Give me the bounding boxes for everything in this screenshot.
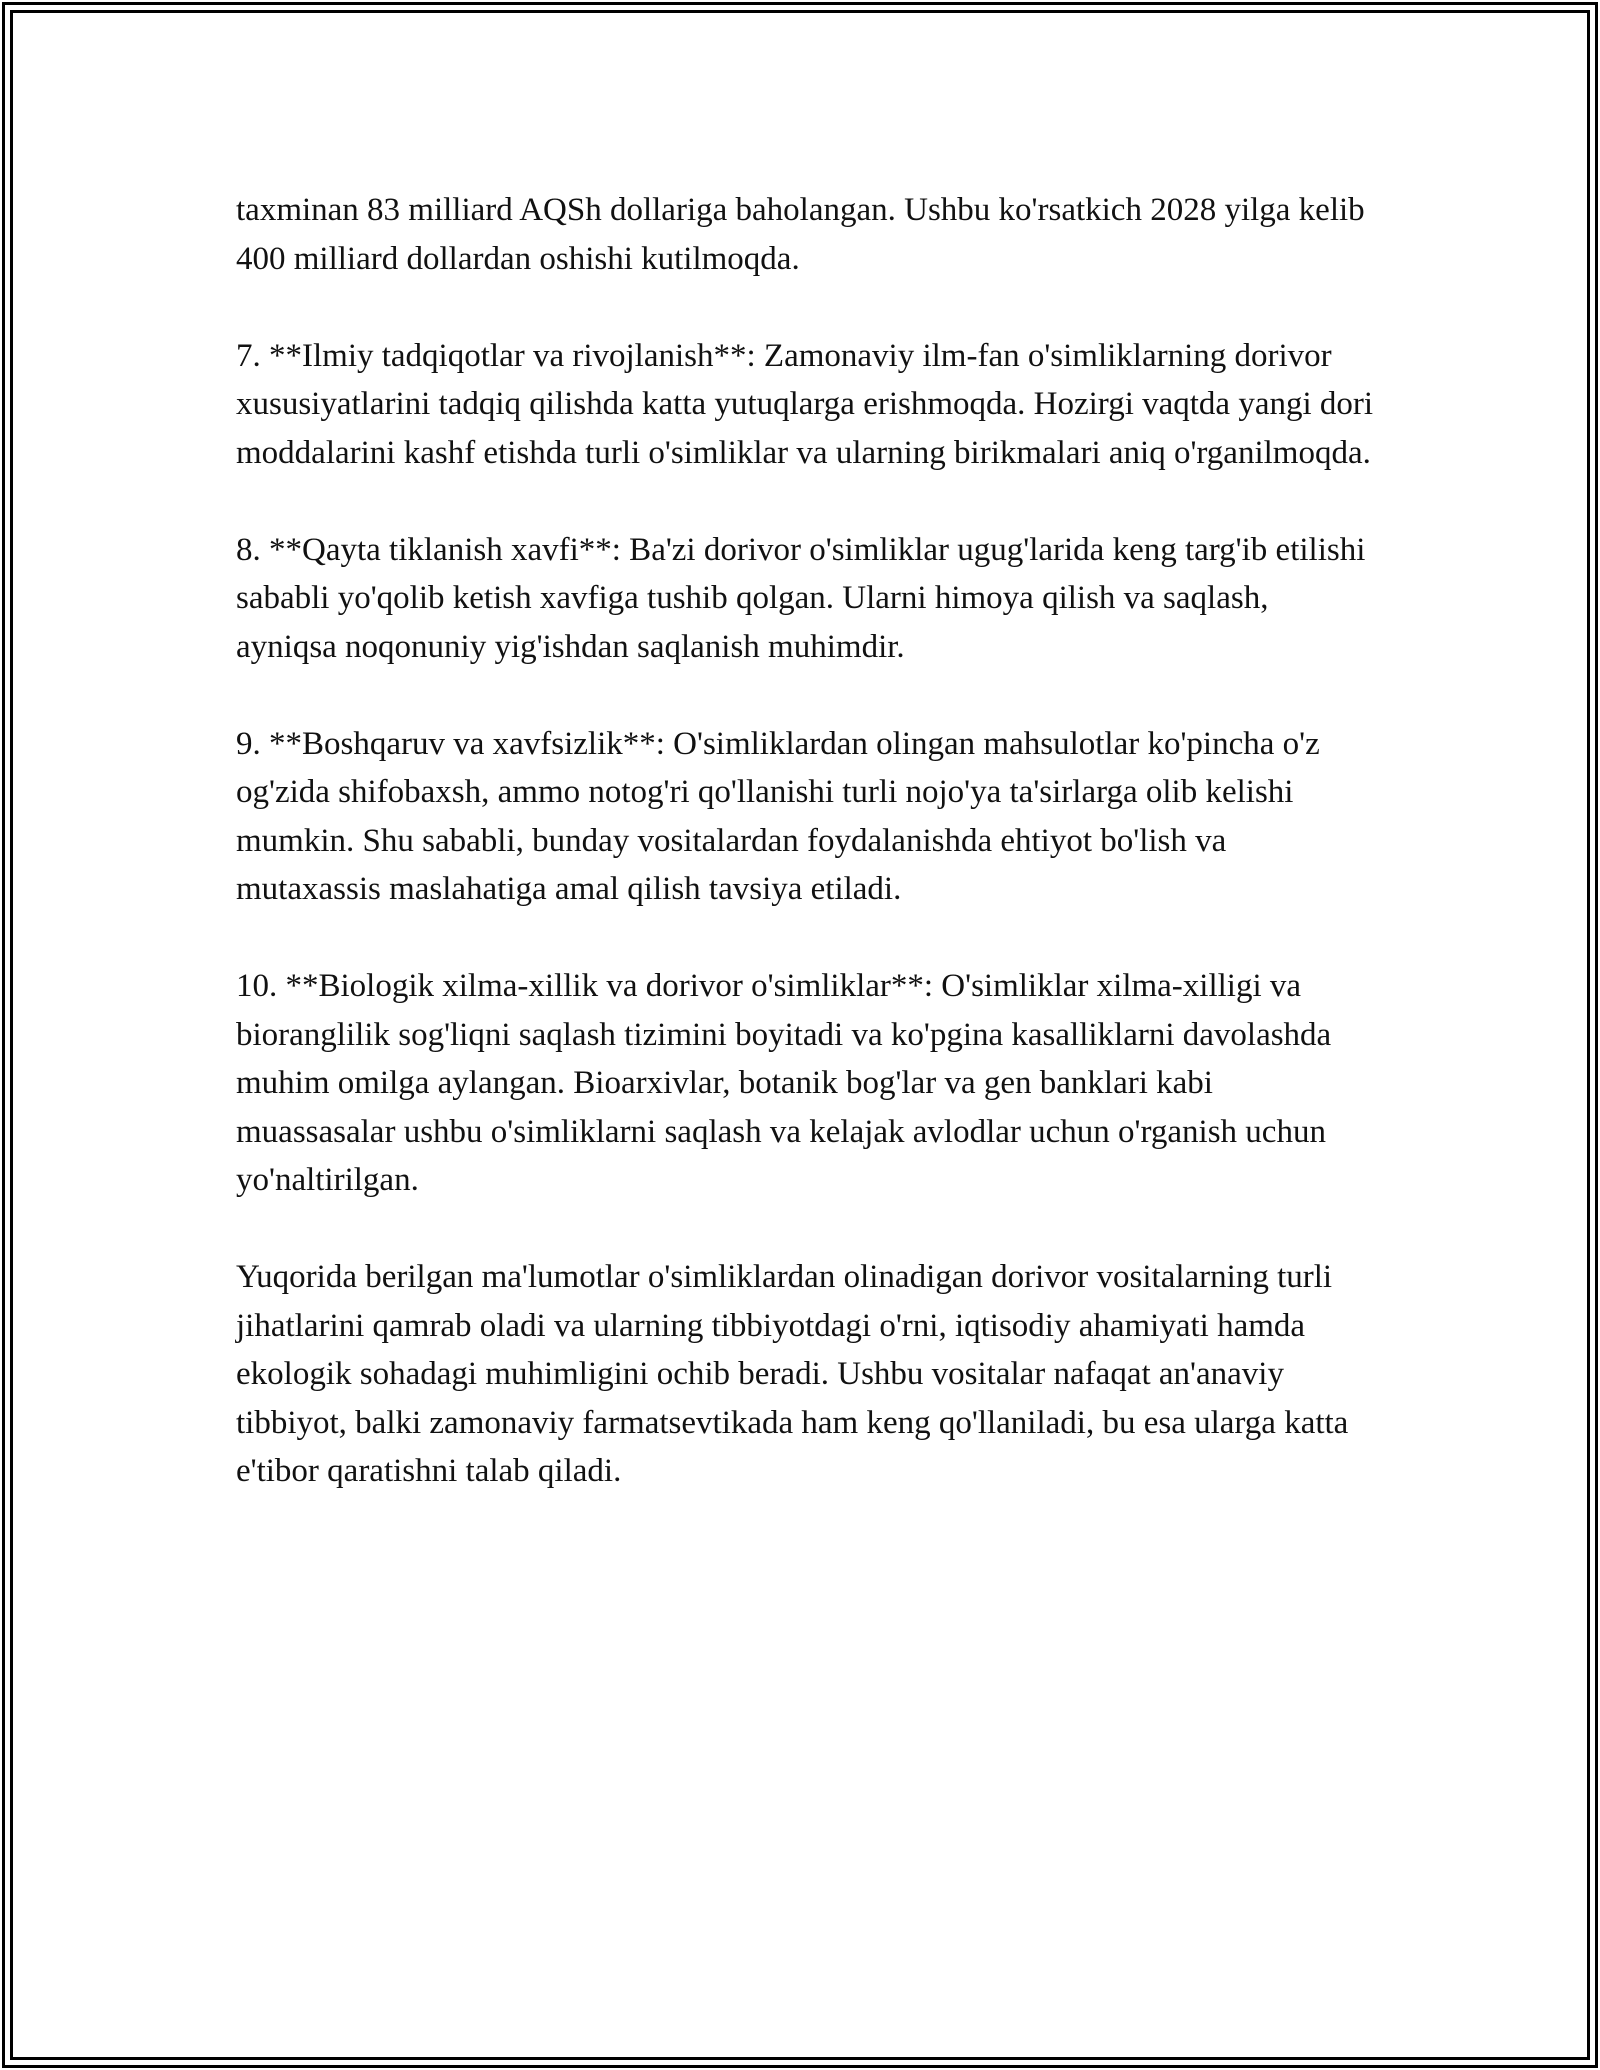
paragraph-biodiversity: 10. **Biologik xilma-xillik va dorivor o'simliklar**: O'simliklar xilma-xilligi va bioranglilik sog'liqni saqlash tizimini boyitadi va ko'pgina kasalliklarni davolashda muhim omilga aylangan. Bioarxivlar, botanik bog'lar va gen banklari kabi muassasalar ushbu o'simliklarni saqlash va kelajak avlodlar uchun o'rganish uchun yo'naltirilgan. — [236, 968, 1332, 1198]
paragraph-extinction-risk: 8. **Qayta tiklanish xavfi**: Ba'zi dorivor o'simliklar ugug'larida keng targ'ib etilishi sababli yo'qolib ketish xavfiga tushib qolgan. Ularni himoya qilish va saqlash, ayniqsa noqonuniy yig'ishdan saqlanish muhimdir. — [236, 531, 1366, 665]
paragraph-conclusion: Yuqorida berilgan ma'lumotlar o'simliklardan olinadigan dorivor vositalarning turli jihatlarini qamrab oladi va ularning tibbiyotdagi o'rni, iqtisodiy ahamiyati hamda ekologik sohadagi muhimligini ochib beradi. Ushbu vositalar nafaqat an'anaviy tibbiyot, balki zamonaviy farmatsevtikada ham keng qo'llaniladi, bu esa ularga katta e'tibor qaratishni talab qiladi. — [236, 1259, 1349, 1489]
document-body — [236, 186, 1376, 1496]
paragraph-market-value: taxminan 83 milliard AQSh dollariga baholangan. Ushbu ko'rsatkich 2028 yilga kelib 400 milliard dollardan oshishi kutilmoqda. — [236, 192, 1365, 277]
paragraph-regulation-safety: 9. **Boshqaruv va xavfsizlik**: O'simliklardan olingan mahsulotlar ko'pincha o'z og'zida shifobaxsh, ammo notog'ri qo'llanishi turli nojo'ya ta'sirlarga olib kelishi mumkin. Shu sababli, bunday vositalardan foydalanishda ehtiyot bo'lish va mutaxassis maslahatiga amal qilish tavsiya etiladi. — [236, 725, 1320, 907]
paragraph-research-development: 7. **Ilmiy tadqiqotlar va rivojlanish**: Zamonaviy ilm-fan o'simliklarning dorivor xususiyatlarini tadqiq qilishda katta yutuqlarga erishmoqda. Hozirgi vaqtda yangi dori moddalarini kashf etishda turli o'simliklar va ularning birikmalari aniq o'rganilmoqda. — [236, 337, 1374, 471]
